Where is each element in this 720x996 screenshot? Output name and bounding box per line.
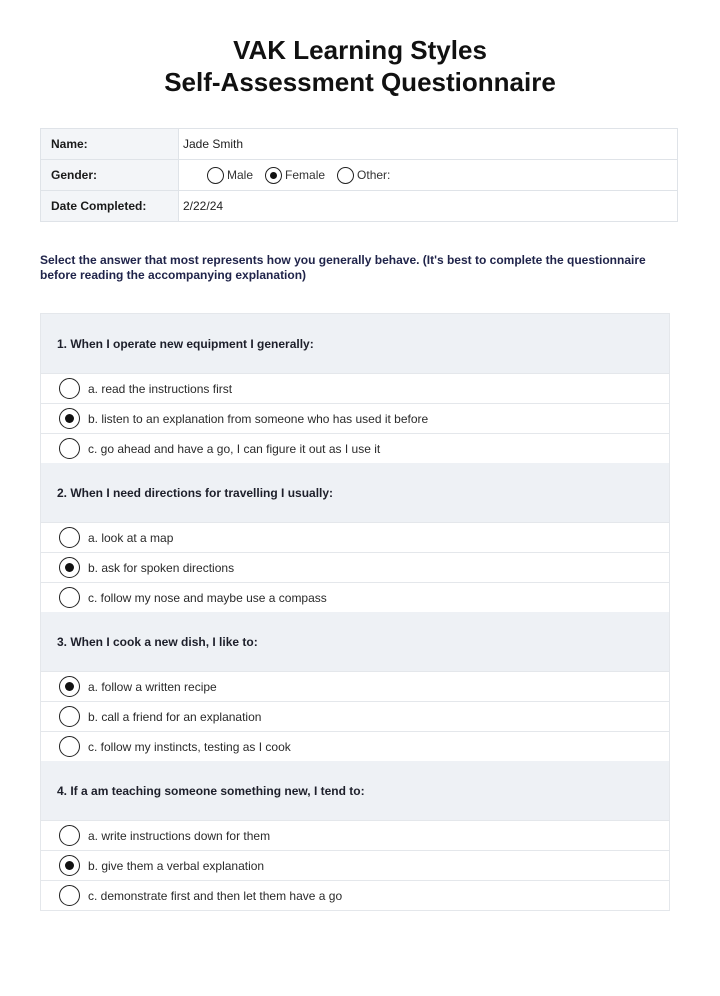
radio-button[interactable] (59, 825, 80, 846)
radio-button[interactable] (59, 676, 80, 697)
radio-selected-dot (270, 172, 277, 179)
question-3-option-b[interactable] (41, 701, 669, 731)
name-field[interactable]: Jade Smith (183, 137, 244, 151)
date-row (41, 191, 677, 221)
document-title (0, 0, 720, 98)
info-table (40, 128, 678, 222)
gender-option-female[interactable] (265, 167, 325, 184)
option-label: c. follow my instincts, testing as I cook (88, 739, 291, 754)
option-label: c. follow my nose and maybe use a compass (88, 590, 327, 605)
option-label: a. follow a written recipe (88, 679, 217, 694)
gender-option-label: Female (285, 168, 326, 182)
option-label: b. ask for spoken directions (88, 560, 235, 575)
radio-button[interactable] (59, 438, 80, 459)
question-3-option-c[interactable] (41, 731, 669, 761)
option-label: b. listen to an explanation from someone who has used it before (88, 411, 429, 426)
radio-selected-dot (65, 682, 74, 691)
question-4-option-c[interactable] (41, 880, 669, 910)
question-1-text: 1. When I operate new equipment I generally: (41, 314, 669, 373)
radio-button[interactable] (59, 408, 80, 429)
radio-button[interactable] (59, 587, 80, 608)
radio-button[interactable] (59, 527, 80, 548)
instructions-text: Select the answer that most represents how you generally behave. (It's best to complete the questionnaire before reading the accompanying explanation) (40, 253, 646, 282)
radio-selected-dot (65, 861, 74, 870)
option-label: c. go ahead and have a go, I can figure it out as I use it (88, 441, 381, 456)
question-2-text: 2. When I need directions for travelling I usually: (41, 463, 669, 522)
radio-button[interactable] (59, 736, 80, 757)
title-line-1: VAK Learning Styles (233, 35, 487, 65)
radio-button[interactable] (59, 706, 80, 727)
radio-male[interactable] (207, 167, 224, 184)
gender-label: Gender: (41, 160, 179, 190)
option-label: a. read the instructions first (88, 381, 233, 396)
name-row (41, 129, 677, 160)
radio-button[interactable] (59, 885, 80, 906)
gender-option-other[interactable] (337, 167, 390, 184)
question-1-option-b[interactable] (41, 403, 669, 433)
date-label: Date Completed: (41, 191, 179, 221)
radio-other[interactable] (337, 167, 354, 184)
question-2-option-b[interactable] (41, 552, 669, 582)
question-4-option-b[interactable] (41, 850, 669, 880)
option-label: a. write instructions down for them (88, 828, 271, 843)
radio-selected-dot (65, 563, 74, 572)
question-1-option-a[interactable] (41, 373, 669, 403)
radio-button[interactable] (59, 855, 80, 876)
option-label: b. give them a verbal explanation (88, 858, 265, 873)
radio-selected-dot (65, 414, 74, 423)
question-4-text: 4. If a am teaching someone something new, I tend to: (41, 761, 669, 820)
gender-row (41, 160, 677, 191)
title-line-2: Self-Assessment Questionnaire (164, 67, 556, 97)
question-1-option-c[interactable] (41, 433, 669, 463)
name-label: Name: (41, 129, 179, 159)
question-2-option-a[interactable] (41, 522, 669, 552)
option-label: c. demonstrate first and then let them have a go (88, 888, 343, 903)
radio-female[interactable] (265, 167, 282, 184)
gender-options (183, 167, 402, 184)
gender-option-label: Other: (357, 168, 391, 182)
date-field[interactable]: 2/22/24 (183, 199, 224, 213)
question-3-option-a[interactable] (41, 671, 669, 701)
option-label: b. call a friend for an explanation (88, 709, 262, 724)
gender-option-label: Male (227, 168, 254, 182)
radio-button[interactable] (59, 557, 80, 578)
questions-list (40, 313, 670, 911)
gender-option-male[interactable] (207, 167, 253, 184)
radio-button[interactable] (59, 378, 80, 399)
option-label: a. look at a map (88, 530, 174, 545)
question-2-option-c[interactable] (41, 582, 669, 612)
question-3-text: 3. When I cook a new dish, I like to: (41, 612, 669, 671)
question-4-option-a[interactable] (41, 820, 669, 850)
